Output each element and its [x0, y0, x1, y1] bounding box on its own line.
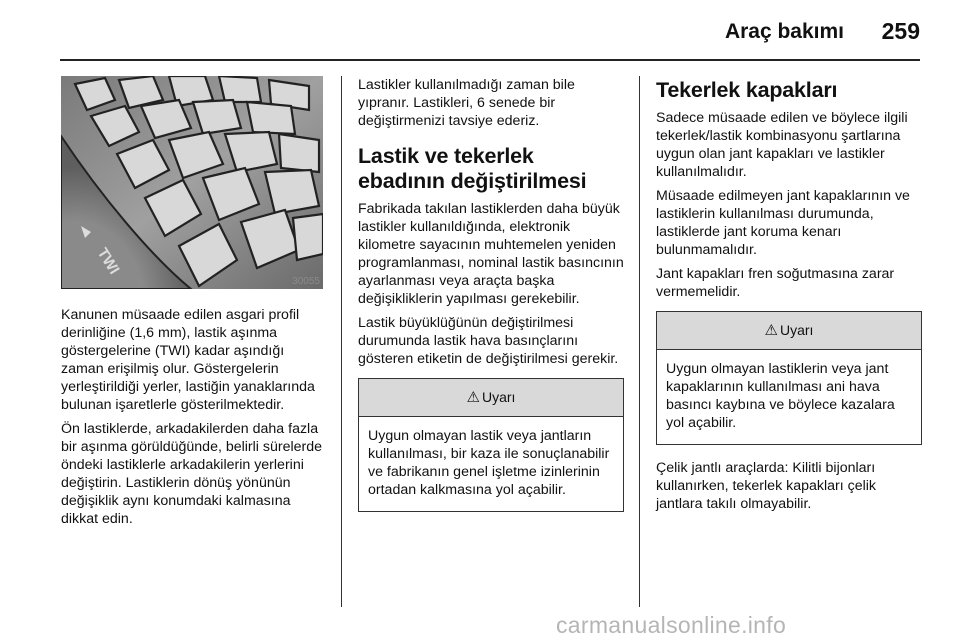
tire-tread-illustration — [61, 76, 323, 289]
warning-text: Uygun olmayan lastiklerin veya jant kapaklarının kullanılması ani hava basıncı kaybına ve böylece kazalara yol açabilir. — [666, 361, 895, 431]
column-2 — [358, 76, 624, 512]
warning-box — [358, 378, 624, 512]
warning-box — [656, 311, 922, 445]
section-heading: Tekerlek kapakları — [656, 78, 838, 102]
warning-icon: ⚠ — [466, 389, 480, 406]
paragraph: Fabrikada takılan lastiklerden daha büyük lastikler kullanıldığında, elektronik kilometre sayacının muhtemelen yeniden programlanması, nominal lastik basıncının ayarlanması veya araçta başka değişikliklerin yapılması gerekebilir. — [358, 201, 624, 307]
paragraph: Ön lastiklerde, arkadakilerden daha fazla bir aşınma görüldüğünde, belirli sürelerde öndeki lastiklerle arkadakilerin yerlerini değiştirin. Lastiklerin dönüş yönünün değişiklik aynı konumdaki kalmasına dikkat edin. — [61, 421, 323, 527]
warning-title: Uyarı — [780, 322, 814, 338]
warning-header — [359, 379, 623, 417]
paragraph: Lastik büyüklüğünün değiştirilmesi durumunda lastik hava basınçlarını gösteren etiketin de değiştirilmesi gerekir. — [358, 315, 619, 367]
column-3 — [656, 76, 922, 519]
paragraph: Jant kapakları fren soğutmasına zarar vermemelidir. — [656, 266, 895, 300]
header-rule — [60, 59, 920, 61]
page-number: 259 — [881, 18, 920, 44]
section-heading: Lastik ve tekerlek ebadının değiştirilmesi — [358, 144, 587, 193]
warning-title: Uyarı — [482, 389, 516, 405]
warning-body — [359, 417, 623, 511]
paragraph: Lastikler kullanılmadığı zaman bile yıpranır. Lastikleri, 6 senede bir değiştirmenizi tavsiye ederiz. — [358, 77, 575, 129]
column-divider — [639, 76, 640, 607]
warning-icon: ⚠ — [764, 322, 778, 339]
paragraph: Müsaade edilmeyen jant kapaklarının ve lastiklerin kullanılması durumunda, lastiklerde jant koruma kenarı bulunmamalıdır. — [656, 188, 910, 258]
column-divider — [341, 76, 342, 607]
twi-marking: TWI — [93, 245, 123, 278]
page-header — [0, 0, 960, 60]
section-title: Araç bakımı — [724, 20, 844, 43]
warning-body — [657, 350, 921, 444]
warning-header — [657, 312, 921, 350]
paragraph: Çelik jantlı araçlarda: Kilitli bijonları kullanırken, tekerlek kapakları çelik jantlara takılı olmayabilir. — [656, 460, 877, 512]
figure-number: 30055 — [292, 276, 320, 287]
paragraph: Sadece müsaade edilen ve böylece ilgili tekerlek/lastik kombinasyonu şartlarına uygun olan jant kapakları ve lastikler kullanılmalıdır. — [656, 110, 908, 180]
paragraph: Kanunen müsaade edilen asgari profil derinliğine (1,6 mm), lastik aşınma göstergelerine (TWI) kadar aşındığı zaman erişilmiş olur. Göstergelerin yerleştirildiği yerler, lastiğin yanaklarında bulunan işaretlerle gösterilmektedir. — [61, 307, 315, 413]
watermark: carmanualsonline.info — [556, 612, 787, 638]
warning-text: Uygun olmayan lastik veya jantların kullanılması, bir kaza ile sonuçlanabilir ve fabrikanın genel işletme izinlerinin ortadan kalkmasına yol açabilir. — [368, 428, 610, 498]
column-1-text — [61, 306, 329, 534]
